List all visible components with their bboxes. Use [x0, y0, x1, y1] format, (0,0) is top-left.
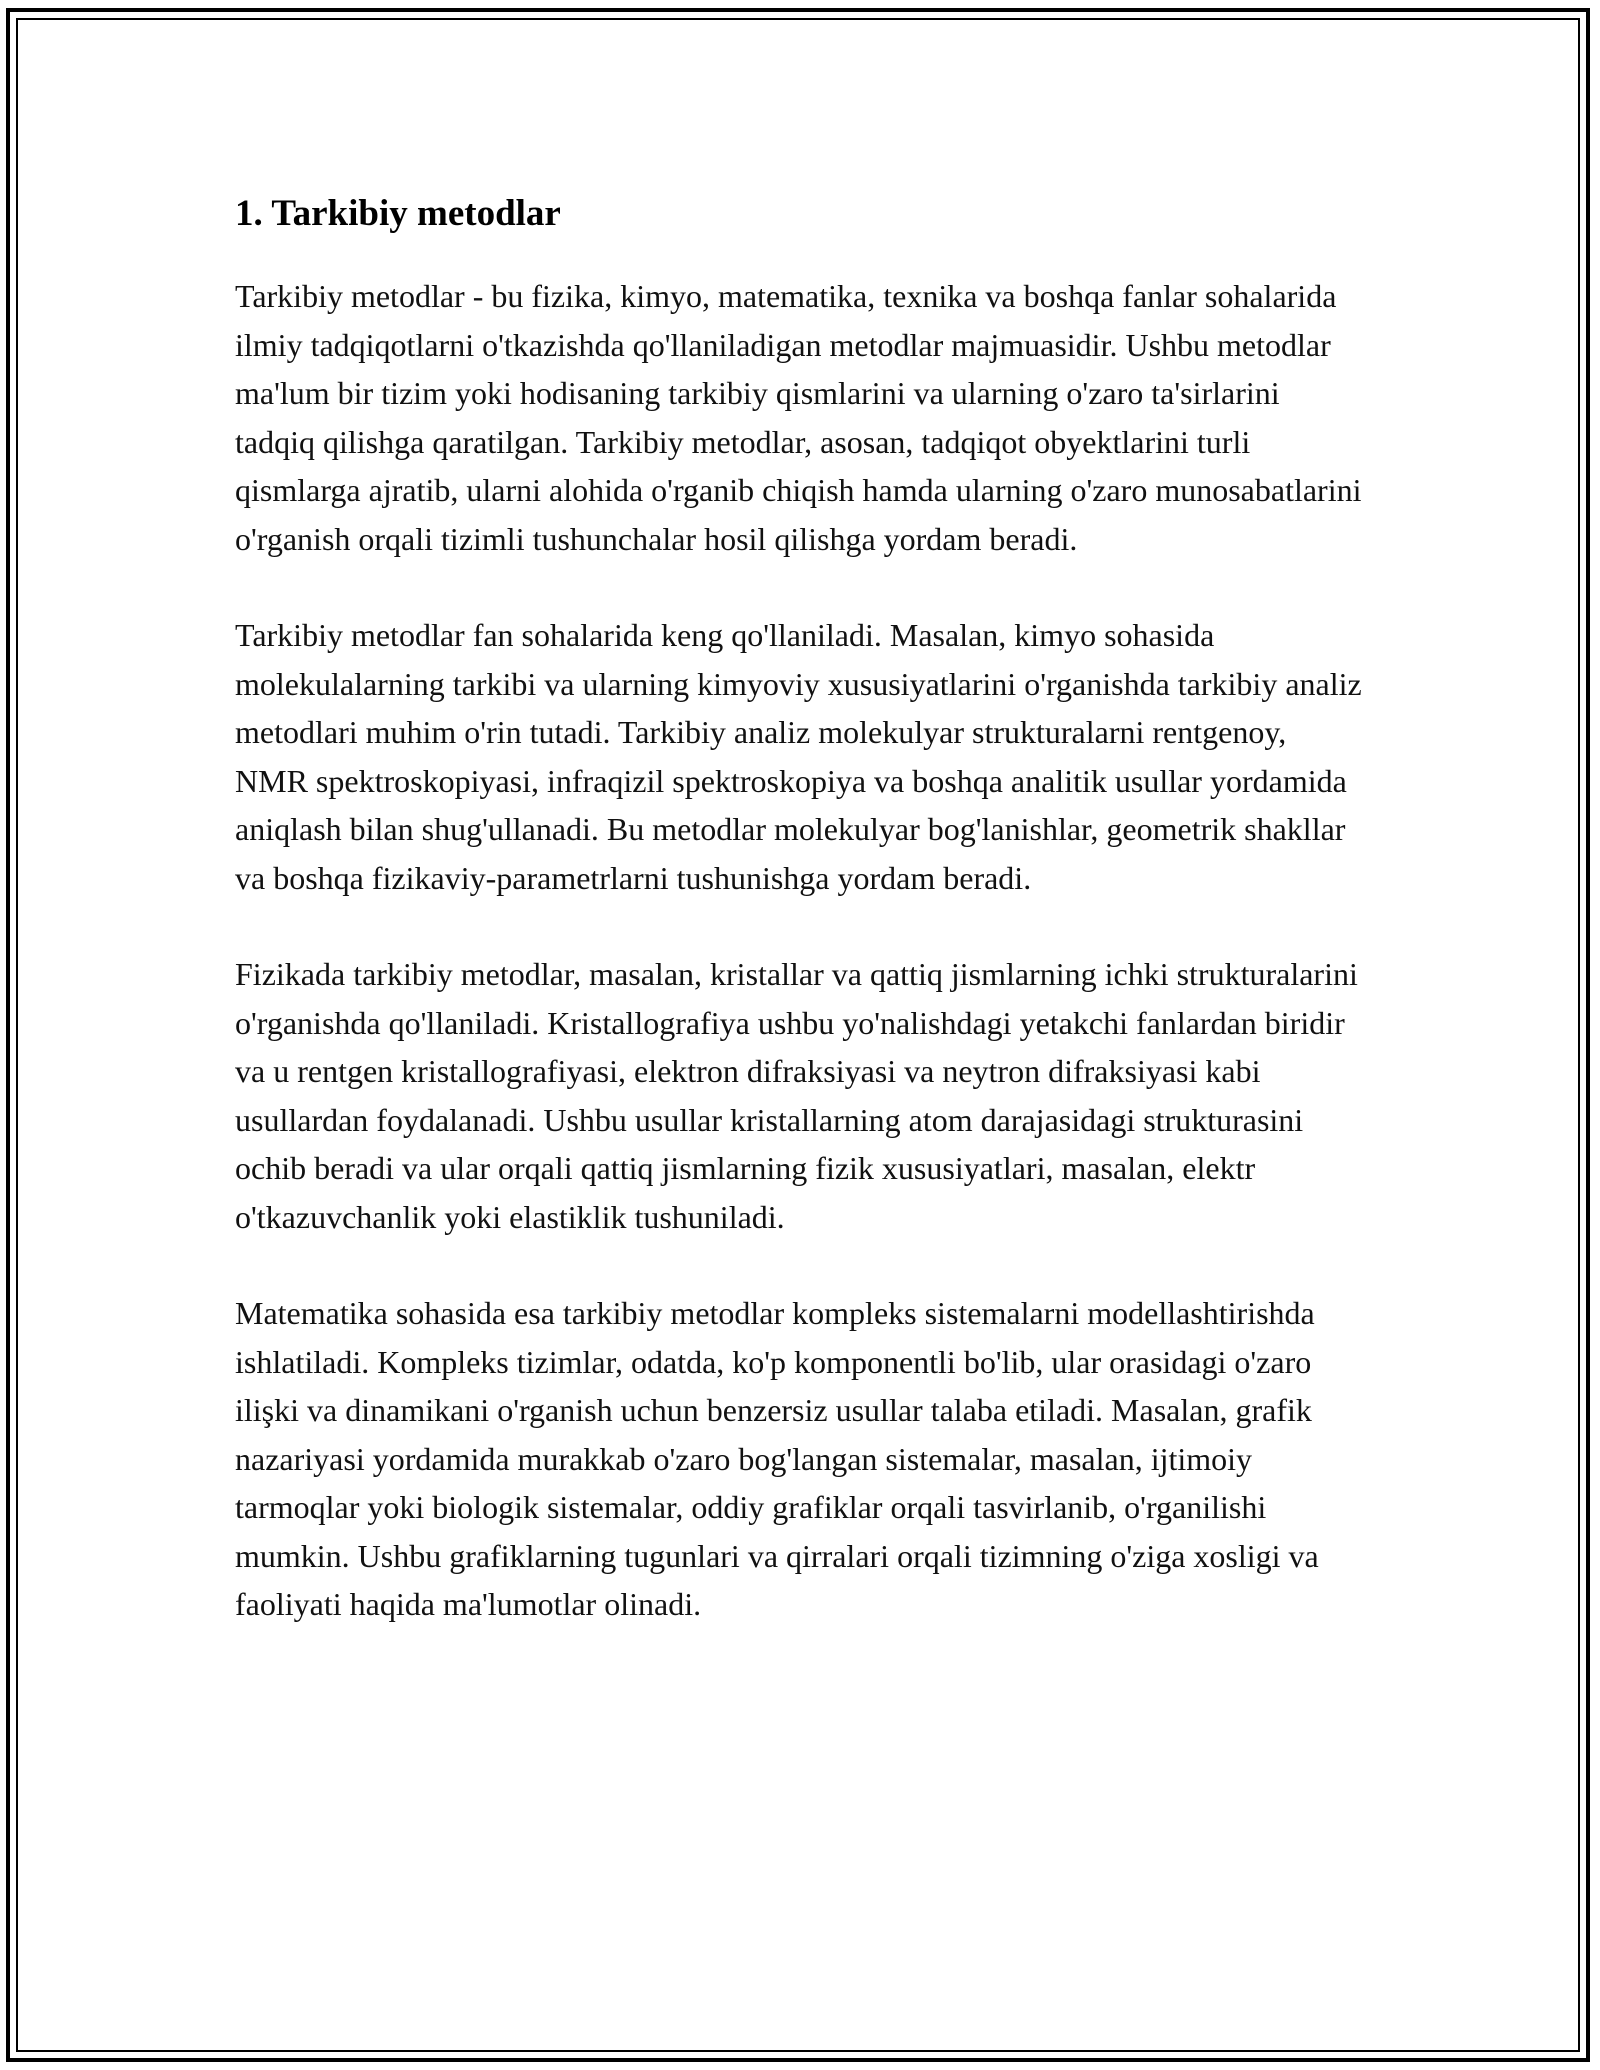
paragraph-3: Fizikada tarkibiy metodlar, masalan, kristallar va qattiq jismlarning ichki strukturalarini o'rganishda qo'llaniladi. Kristallografiya ushbu yo'nalishdagi yetakchi fanlardan biridir va u rentgen kristallografiyasi, elektron difraksiyasi va neytron difraksiyasi kabi usullardan foydalanadi. Ushbu usullar kristallarning atom darajasidagi strukturasini ochib beradi va ular orqali qattiq jismlarning fizik xususiyatlari, masalan, elektr o'tkazuvchanlik yoki elastiklik tushuniladi.: [235, 956, 1358, 1235]
paragraph-4: Matematika sohasida esa tarkibiy metodlar kompleks sistemalarni modellashtirishda ishlatiladi. Kompleks tizimlar, odatda, ko'p komponentli bo'lib, ular orasidagi o'zaro ilişki va dinamikani o'rganish uchun benzersiz usullar talaba etiladi. Masalan, grafik nazariyasi yordamida murakkab o'zaro bog'langan sistemalar, masalan, ijtimoiy tarmoqlar yoki biologik sistemalar, oddiy grafiklar orqali tasvirlanib, o'rganilishi mumkin. Ushbu grafiklarning tugunlari va qirralari orqali tizimning o'ziga xosligi va faoliyati haqida ma'lumotlar olinadi.: [235, 1295, 1319, 1622]
paragraph-2: Tarkibiy metodlar fan sohalarida keng qo'llaniladi. Masalan, kimyo sohasida molekulalarning tarkibi va ularning kimyoviy xususiyatlarini o'rganishda tarkibiy analiz metodlari muhim o'rin tutadi. Tarkibiy analiz molekulyar strukturalarni rentgenoy, NMR spektroskopiyasi, infraqizil spektroskopiya va boshqa analitik usullar yordamida aniqlash bilan shug'ullanadi. Bu metodlar molekulyar bog'lanishlar, geometrik shakllar va boshqa fizikaviy-parametrlarni tushunishga yordam beradi.: [235, 617, 1362, 896]
document-body: [235, 186, 1365, 1677]
section-heading: 1. Tarkibiy metodlar: [235, 193, 561, 234]
paragraph-1: Tarkibiy metodlar - bu fizika, kimyo, matematika, texnika va boshqa fanlar sohalarida ilmiy tadqiqotlarni o'tkazishda qo'llaniladigan metodlar majmuasidir. Ushbu metodlar ma'lum bir tizim yoki hodisaning tarkibiy qismlarini va ularning o'zaro ta'sirlarini tadqiq qilishga qaratilgan. Tarkibiy metodlar, asosan, tadqiqot obyektlarini turli qismlarga ajratib, ularni alohida o'rganib chiqish hamda ularning o'zaro munosabatlarini o'rganish orqali tizimli tushunchalar hosil qilishga yordam beradi.: [235, 278, 1362, 557]
